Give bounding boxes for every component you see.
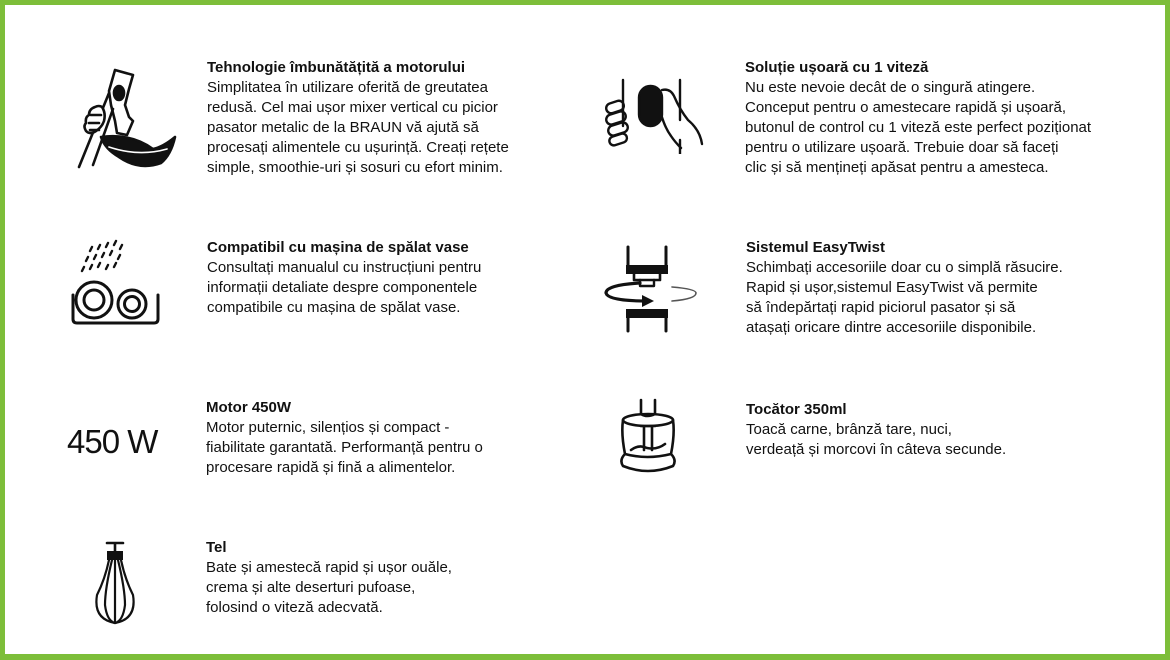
feature-text <box>206 398 483 478</box>
feature-description-line: clic și să mențineți apăsat pentru a amesteca. <box>745 159 1049 176</box>
dishwasher-safe-icon <box>70 237 162 327</box>
feature-title: Motor 450W <box>206 399 292 416</box>
feature-description-line: informații detaliate despre componentele <box>207 279 478 296</box>
feature-text <box>206 538 452 618</box>
feature-description-line: procesare rapidă și fină a alimentelor. <box>206 459 456 476</box>
one-speed-button-icon <box>597 78 709 154</box>
chopper-bowl-icon <box>617 398 681 476</box>
feature-description-line: simple, smoothie-uri și sosuri cu efort minim. <box>207 159 503 176</box>
feature-description-line: atașați oricare dintre accesoriile disponibile. <box>746 319 1037 336</box>
wattage-icon: 450 W <box>67 423 158 460</box>
feature-text <box>746 238 1063 338</box>
feature-description-line: compatibile cu mașina de spălat vase. <box>207 299 461 316</box>
feature-description-line: Toacă carne, brânză tare, nuci, <box>746 421 952 438</box>
feature-description-line: Schimbați accesoriile doar cu o simplă răsucire. <box>746 259 1063 276</box>
feature-description-line: Rapid și ușor,sistemul EasyTwist vă permite <box>746 279 1038 296</box>
feature-description-line: să îndepărtați rapid piciorul pasator și să <box>746 299 1016 316</box>
feature-description-line: fiabilitate garantată. Performanță pentru o <box>206 439 483 456</box>
feature-description-line: crema și alte deserturi pufoase, <box>206 579 416 596</box>
feature-title: Tehnologie îmbunătățită a motorului <box>207 59 466 76</box>
hand-blender-feather-icon <box>65 65 181 177</box>
feature-title: Tocător 350ml <box>746 401 847 418</box>
feature-description-line: Conceput pentru o amestecare rapidă și ușoară, <box>745 99 1067 116</box>
feature-text <box>746 400 1006 460</box>
feature-description-line: verdeață și morcovi în câteva secunde. <box>746 441 1007 458</box>
feature-title: Compatibil cu mașina de spălat vase <box>207 239 469 256</box>
feature-text <box>207 238 481 318</box>
feature-description-line: butonul de control cu 1 viteză este perfect poziționat <box>745 119 1092 136</box>
feature-description-line: procesați alimentele cu ușurință. Creați rețete <box>207 139 509 156</box>
feature-description-line: pentru o utilizare ușoară. Trebuie doar să faceți <box>745 139 1059 156</box>
feature-description-line: Simplitatea în utilizare oferită de greutatea <box>207 79 488 96</box>
feature-title: Tel <box>206 539 227 556</box>
easytwist-rotate-icon <box>602 245 702 333</box>
feature-description-line: Bate și amestecă rapid și ușor ouăle, <box>206 559 452 576</box>
feature-text <box>207 58 509 178</box>
whisk-icon <box>93 539 137 627</box>
feature-description-line: redusă. Cel mai ușor mixer vertical cu picior <box>207 99 498 116</box>
feature-text <box>745 58 1091 178</box>
feature-description-line: Nu este nevoie decât de o singură atingere. <box>745 79 1036 96</box>
features-panel <box>5 5 1165 654</box>
feature-description-line: Consultați manualul cu instrucțiuni pentru <box>207 259 482 276</box>
feature-title: Sistemul EasyTwist <box>746 239 885 256</box>
feature-title: Soluție ușoară cu 1 viteză <box>745 59 929 76</box>
feature-description-line: pasator metalic de la BRAUN vă ajută să <box>207 119 479 136</box>
feature-description-line: folosind o viteză adecvată. <box>206 599 383 616</box>
feature-description-line: Motor puternic, silențios și compact - <box>206 419 450 436</box>
